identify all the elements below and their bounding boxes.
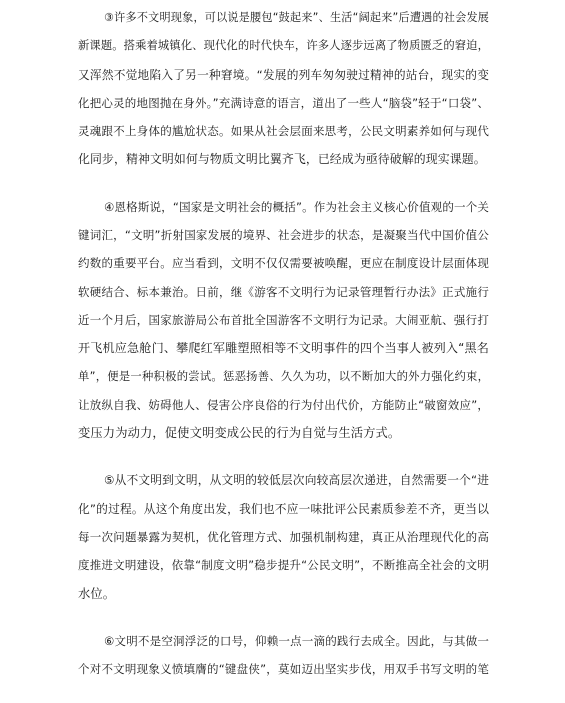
document-page [78, 4, 489, 703]
text-line: 每一次问题暴露为契机，优化管理方式、加强机制构建，真正从治理现代化的高 [78, 530, 489, 545]
text-line: 近一个月后，国家旅游局公布首批全国游客不文明行为记录。大闹亚航、强行打 [78, 312, 489, 327]
text-line: ③许多不文明现象，可以说是腰包“鼓起来”、生活“阔起来”后遭遇的社会发展 [104, 11, 489, 24]
text-line: 变压力为动力，促使文明变成公民的行为自觉与生活方式。 [78, 426, 401, 441]
text-line: 软硬结合、标本兼治。日前，继《游客不文明行为记录管理暂行办法》正式施行 [78, 284, 489, 299]
text-line: ④恩格斯说，“国家是文明社会的概括”。作为社会主义核心价值观的一个关 [104, 199, 489, 214]
text-line: 化把心灵的地图抛在身外。”充满诗意的语言，道出了一些人“脑袋”轻于“口袋”、 [78, 95, 489, 110]
paragraph-5 [78, 466, 489, 607]
text-line: 约数的重要平台。应当看到，文明不仅仅需要被唤醒，更应在制度设计层面体现 [78, 256, 489, 271]
text-line: 单”，便是一种积极的尝试。惩恶扬善、久久为功，以不断加大的外力强化约束， [78, 369, 489, 383]
text-line: 新课题。搭乘着城镇化、现代化的时代快车，许多人逐步远离了物质匮乏的窘迫， [78, 39, 489, 53]
text-line: 让放纵自我、妨碍他人、侵害公序良俗的行为付出代价，方能防止“破窗效应”， [78, 397, 489, 412]
text-line: 个对不文明现象义愤填膺的“键盘侠”，莫如迈出坚实步伐，用双手书写文明的笔 [78, 662, 489, 677]
text-line: 化”的过程。从这个角度出发，我们也不应一味批评公民素质参差不齐，更当以 [78, 501, 489, 516]
text-line: 又浑然不觉地陷入了另一种窘境。“发展的列车匆匆驶过精神的站台，现实的变 [78, 67, 489, 82]
text-line: 水位。 [78, 586, 116, 601]
paragraph-3 [78, 4, 489, 174]
text-line: ⑥文明不是空洞浮泛的口号，仰赖一点一滴的践行去成全。因此，与其做一 [104, 633, 489, 648]
text-line: ⑤从不文明到文明，从文明的较低层次向较高层次递进，自然需要一个“进 [104, 473, 489, 488]
text-line: 化同步，精神文明如何与物质文明比翼齐飞，已经成为亟待破解的现实课题。 [78, 152, 486, 167]
text-line: 度推进文明建设，依靠“制度文明”稳步提升“公民文明”，不断推高全社会的文明 [78, 558, 489, 573]
text-line: 灵魂跟不上身体的尴尬状态。如果从社会层面来思考，公民文明素养如何与现代 [78, 124, 489, 139]
paragraph-6 [78, 627, 489, 684]
text-line: 开飞机应急舱门、攀爬红军雕塑照相等不文明事件的四个当事人被列入“黑名 [78, 341, 489, 356]
text-line: 键词汇，“文明”折射国家发展的境界、社会进步的状态，是凝聚当代中国价值公 [78, 228, 489, 243]
paragraph-4 [78, 193, 489, 448]
